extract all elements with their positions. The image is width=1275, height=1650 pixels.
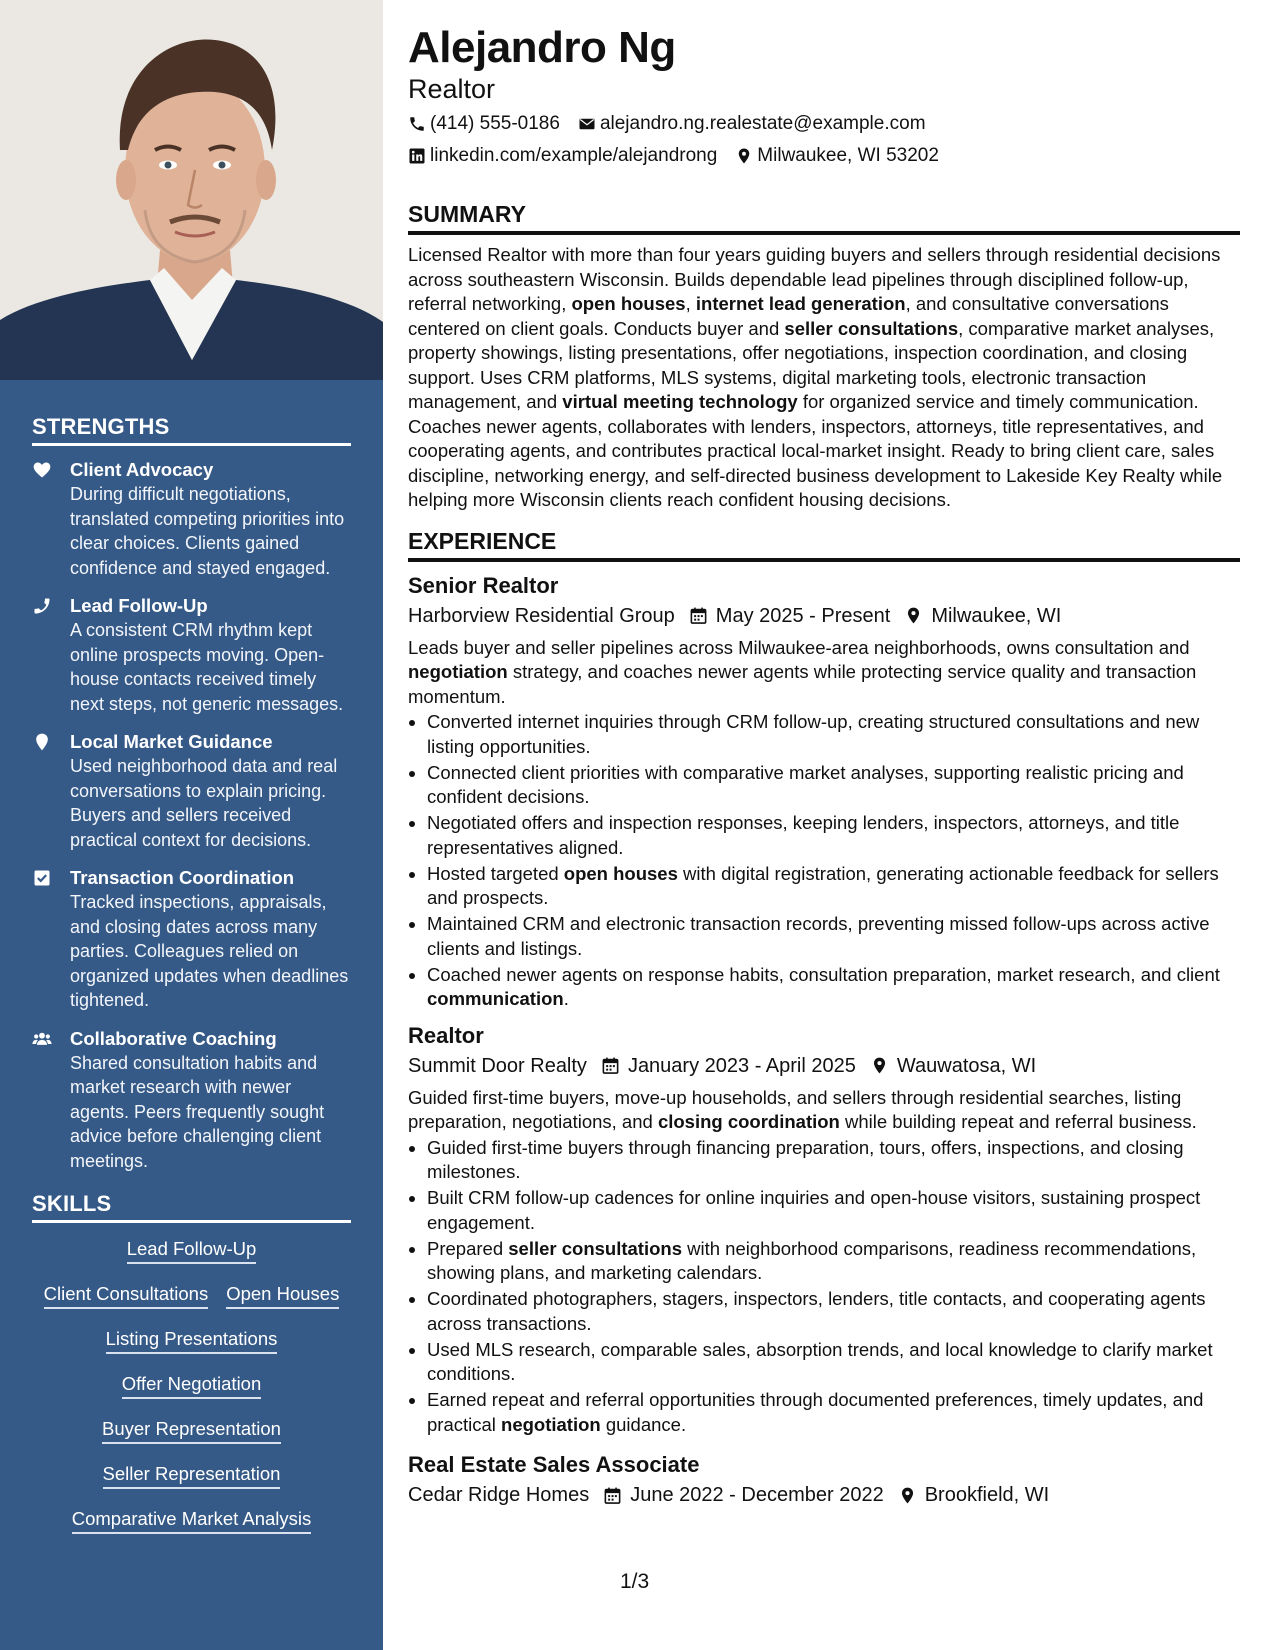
job-dates: May 2025 - Present bbox=[715, 604, 891, 627]
portrait-illustration bbox=[0, 0, 383, 380]
text-segment: Prepared bbox=[427, 1237, 509, 1259]
job-dates: January 2023 - April 2025 bbox=[627, 1054, 856, 1077]
bold-keyword: communication bbox=[427, 988, 564, 1009]
experience-title: EXPERIENCE bbox=[408, 527, 1240, 562]
skills-title: SKILLS bbox=[32, 1191, 351, 1223]
strength-description: A consistent CRM rhythm kept online prospects moving. Open-house contacts received timely next steps, not generic messages. bbox=[70, 620, 344, 714]
strength-item bbox=[32, 1027, 351, 1174]
page-number: 1/3 bbox=[620, 1570, 650, 1593]
bold-keyword: negotiation bbox=[408, 661, 508, 682]
text-segment: , and consultative conversations centered on client goals. Conducts buyer and bbox=[408, 293, 1169, 339]
bullet-item bbox=[427, 1338, 1240, 1387]
skills-section bbox=[0, 1191, 383, 1534]
text-segment: Maintained CRM and electronic transaction records, preventing missed follow-ups across active clients and listings. bbox=[427, 913, 1210, 959]
job-meta bbox=[408, 1481, 1240, 1509]
job-meta bbox=[408, 602, 1240, 630]
text-segment: Leads buyer and seller pipelines across Milwaukee-area neighborhoods, owns consultation and bbox=[408, 636, 1190, 658]
skill-tag: Seller Representation bbox=[103, 1462, 281, 1489]
strength-item bbox=[32, 866, 351, 1013]
sidebar bbox=[0, 0, 383, 1650]
text-segment: guidance. bbox=[600, 1413, 687, 1435]
profile-photo bbox=[0, 0, 383, 380]
strength-item bbox=[32, 730, 351, 852]
contact-phone[interactable] bbox=[408, 112, 560, 136]
strength-description: Tracked inspections, appraisals, and closing dates across many parties. Colleagues relied on organized updates when deadlines tightened. bbox=[70, 892, 349, 1010]
text-segment: for organized service and timely communication. Coaches newer agents, collaborates with lenders, inspectors, attorneys, title representatives, and cooperating agents, and contributes practical local-market insight. Ready to bring client care, sales discipline, networking energy, and self-directed business development to Lakeside Key Realty while helping more Wisconsin clients reach confident housing decisions. bbox=[408, 391, 1223, 510]
text-segment: Connected client priorities with comparative market analyses, supporting realistic pricing and confident decisions. bbox=[427, 761, 1184, 807]
text-segment: , bbox=[685, 293, 696, 314]
linkedin-icon bbox=[408, 147, 426, 165]
job-title: Realtor bbox=[408, 1022, 484, 1048]
strengths-section bbox=[0, 414, 383, 1173]
calendar-icon bbox=[601, 1056, 620, 1075]
bold-keyword: internet lead generation bbox=[695, 293, 906, 314]
bullet-item bbox=[427, 1136, 1240, 1185]
text-segment: Guided first-time buyers through financing preparation, tours, offers, inspections, and closing milestones. bbox=[427, 1136, 1184, 1182]
bullet-item bbox=[427, 862, 1240, 911]
job-summary bbox=[408, 1086, 1240, 1135]
phone-text: (414) 555-0186 bbox=[430, 113, 560, 134]
strength-item bbox=[32, 594, 351, 716]
strength-description: Used neighborhood data and real conversations to explain pricing. Buyers and sellers received practical context for decisions. bbox=[70, 756, 338, 850]
linkedin-text: linkedin.com/example/alejandrong bbox=[430, 145, 718, 166]
text-segment: while building repeat and referral business. bbox=[839, 1111, 1197, 1132]
strength-description: During difficult negotiations, translated competing priorities into clear choices. Clients gained confidence and stayed engaged. bbox=[70, 484, 345, 578]
heart-icon bbox=[32, 458, 70, 580]
job-location: Brookfield, WI bbox=[924, 1484, 1050, 1506]
text-segment: , comparative market analyses, property showings, listing presentations, offer negotiations, inspection coordination, and closing support. Uses CRM platforms, MLS systems, digital marketing tools, electronic transaction management, and bbox=[408, 317, 1215, 412]
bullet-item bbox=[427, 912, 1240, 961]
map-pin-icon bbox=[32, 730, 70, 852]
bullet-item bbox=[427, 1287, 1240, 1336]
map-pin-icon bbox=[735, 147, 753, 165]
job-title: Real Estate Sales Associate bbox=[408, 1452, 700, 1477]
skill-tag: Buyer Representation bbox=[102, 1417, 281, 1444]
main-content bbox=[408, 22, 1240, 1509]
text-segment: . bbox=[563, 988, 569, 1009]
map-pin-icon bbox=[898, 1486, 917, 1505]
strength-item bbox=[32, 458, 351, 580]
strength-name: Local Market Guidance bbox=[70, 731, 273, 752]
text-segment: with neighborhood comparisons, readiness recommendations, showing plans, and marketing calendars. bbox=[427, 1237, 1197, 1283]
contact-email[interactable] bbox=[578, 112, 926, 136]
job-bullets bbox=[408, 710, 1240, 1012]
job-entry bbox=[408, 1451, 1240, 1509]
text-segment: Negotiated offers and inspection responses, keeping lenders, inspectors, attorneys, and title representatives aligned. bbox=[427, 812, 1180, 858]
checkbox-icon bbox=[32, 866, 70, 1013]
bold-keyword: seller consultations bbox=[508, 1237, 682, 1259]
company-name: Cedar Ridge Homes bbox=[408, 1484, 590, 1506]
bullet-item bbox=[427, 963, 1240, 1012]
map-pin-icon bbox=[870, 1056, 889, 1075]
strength-name: Transaction Coordination bbox=[70, 867, 295, 888]
calendar-icon bbox=[689, 606, 708, 625]
skill-tag: Open Houses bbox=[226, 1282, 339, 1309]
bullet-item bbox=[427, 761, 1240, 810]
text-segment: Used MLS research, comparable sales, absorption trends, and local knowledge to clarify market conditions. bbox=[427, 1338, 1213, 1384]
skill-tag: Listing Presentations bbox=[106, 1327, 278, 1354]
text-segment: Hosted targeted bbox=[427, 862, 564, 884]
users-icon bbox=[32, 1027, 70, 1174]
job-meta bbox=[408, 1052, 1240, 1080]
bold-keyword: open houses bbox=[563, 862, 678, 884]
bold-keyword: negotiation bbox=[501, 1413, 601, 1435]
map-pin-icon bbox=[904, 606, 923, 625]
skill-tag: Offer Negotiation bbox=[122, 1372, 262, 1399]
email-text: alejandro.ng.realestate@example.com bbox=[599, 113, 926, 134]
candidate-title: Realtor bbox=[408, 74, 496, 104]
summary-text bbox=[408, 243, 1240, 513]
bullet-item bbox=[427, 811, 1240, 860]
strength-name: Lead Follow-Up bbox=[70, 595, 208, 616]
job-summary bbox=[408, 636, 1240, 710]
text-segment: Earned repeat and referral opportunities through documented preferences, timely updates, and practical bbox=[427, 1389, 1204, 1435]
job-bullets bbox=[408, 1136, 1240, 1438]
skill-tag: Lead Follow-Up bbox=[127, 1237, 257, 1264]
skill-tag: Client Consultations bbox=[44, 1282, 209, 1309]
bold-keyword: closing coordination bbox=[657, 1111, 840, 1132]
contact-row bbox=[408, 144, 1240, 168]
contact-row bbox=[408, 112, 1240, 136]
summary-title: SUMMARY bbox=[408, 200, 1240, 235]
candidate-name: Alejandro Ng bbox=[408, 23, 676, 72]
text-segment: Licensed Realtor with more than four years guiding buyers and sellers through residential decisions across southeastern Wisconsin. Builds dependable lead pipelines through disciplined follow-up, referral networking, bbox=[408, 244, 1221, 314]
contact-linkedin[interactable] bbox=[408, 144, 717, 168]
location-text: Milwaukee, WI 53202 bbox=[757, 145, 939, 166]
text-segment: Built CRM follow-up cadences for online inquiries and open-house visitors, sustaining prospect engagement. bbox=[427, 1187, 1201, 1233]
strength-name: Client Advocacy bbox=[70, 459, 214, 480]
text-segment: with digital registration, generating actionable feedback for sellers and prospects. bbox=[427, 862, 1219, 908]
strength-description: Shared consultation habits and market research with newer agents. Peers frequently sought advice before challenging client meetings. bbox=[70, 1052, 325, 1171]
phone-icon bbox=[408, 115, 426, 133]
company-name: Summit Door Realty bbox=[408, 1054, 587, 1077]
job-location: Wauwatosa, WI bbox=[896, 1054, 1037, 1077]
job-entry bbox=[408, 572, 1240, 1012]
bullet-item bbox=[427, 1186, 1240, 1235]
text-segment: Guided first-time buyers, move-up households, and sellers through residential searches, listing preparation, negotiations, and bbox=[408, 1086, 1182, 1132]
text-segment: Coached newer agents on response habits, consultation preparation, market research, and client bbox=[427, 963, 1220, 985]
skill-tag: Comparative Market Analysis bbox=[72, 1507, 312, 1534]
bullet-item bbox=[427, 1388, 1240, 1437]
text-segment: Coordinated photographers, stagers, inspectors, lenders, title contacts, and cooperating agents across transactions. bbox=[427, 1288, 1206, 1334]
job-title: Senior Realtor bbox=[408, 572, 559, 598]
company-name: Harborview Residential Group bbox=[408, 604, 675, 627]
phone-icon bbox=[32, 594, 70, 716]
bold-keyword: virtual meeting technology bbox=[562, 391, 798, 412]
text-segment: Converted internet inquiries through CRM follow-up, creating structured consultations and new listing opportunities. bbox=[427, 711, 1200, 757]
bullet-item bbox=[427, 710, 1240, 759]
strength-name: Collaborative Coaching bbox=[70, 1027, 277, 1049]
job-location: Milwaukee, WI bbox=[931, 604, 1062, 627]
bullet-item bbox=[427, 1237, 1240, 1286]
strengths-title: STRENGTHS bbox=[32, 414, 351, 446]
job-entry bbox=[408, 1022, 1240, 1438]
job-dates: June 2022 - December 2022 bbox=[630, 1484, 884, 1506]
contact-location bbox=[735, 144, 939, 168]
envelope-icon bbox=[578, 115, 596, 133]
bold-keyword: open houses bbox=[571, 293, 686, 314]
calendar-icon bbox=[603, 1486, 622, 1505]
text-segment: strategy, and coaches newer agents while protecting service quality and transaction momentum. bbox=[408, 661, 1197, 707]
bold-keyword: seller consultations bbox=[784, 317, 959, 339]
